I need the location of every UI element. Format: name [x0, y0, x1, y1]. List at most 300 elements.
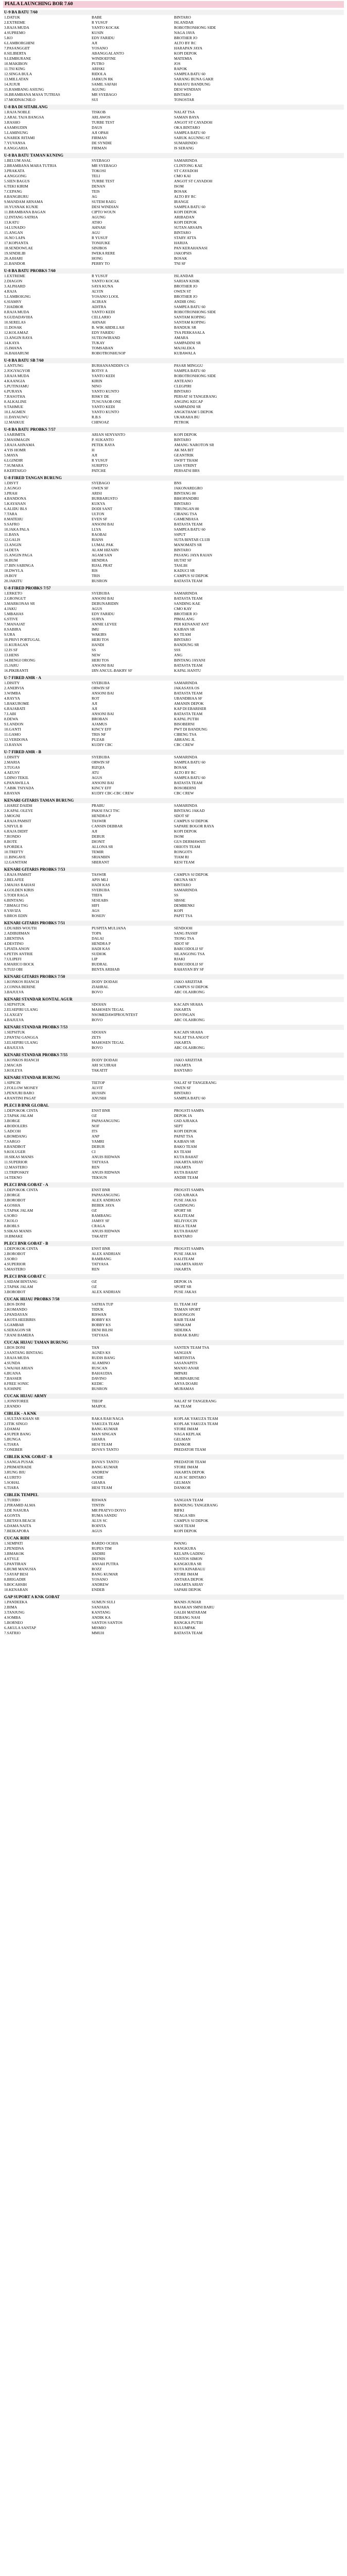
owner-name: SAYA KUNA [92, 284, 114, 289]
result-row [3, 1007, 344, 1012]
team-name: CAMPUS SJ DEPOK [174, 819, 209, 823]
team-name: MANIS JUNIAR [174, 1600, 201, 1604]
result-row [3, 770, 344, 775]
section-heading: PLECI B BNR GLOBAL [3, 1103, 344, 1108]
bird-name: 7.SAYAP BESI [4, 1572, 28, 1577]
result-row [3, 463, 344, 468]
bird-name: 16.BRAMBANA MASA TUTRIAS [4, 92, 60, 97]
result-row [3, 717, 344, 722]
result-row [3, 855, 344, 860]
team-name: BANGKA PUTIH [174, 1620, 203, 1625]
result-row [3, 1523, 344, 1529]
owner-name: DENAN [92, 184, 106, 189]
section-heading: U-8 BA BATU SB 7/60 [3, 358, 344, 363]
result-row [3, 1551, 344, 1556]
bird-name: 13.MILLATAN [4, 77, 29, 81]
owner-name: SINJBOS [92, 246, 107, 250]
bird-name: 5.TODI RAGA [4, 893, 28, 897]
owner-name: SUDIOK [92, 952, 107, 956]
owner-name: ALEX ANDRIAN [92, 1290, 121, 1294]
team-name: SAPARI DEPOK [174, 1587, 201, 1592]
team-name: GAMENBASA [174, 517, 199, 521]
team-name: ISLANDAR [174, 20, 194, 25]
team-name: SAMARINDA [174, 803, 198, 808]
owner-name: R YUSUF [92, 235, 108, 240]
owner-name: TISKOB [92, 110, 106, 114]
team-name: SDOT SF [174, 814, 189, 818]
team-name: JAKARTA [174, 1040, 192, 1045]
owner-name: KUDIY CBC-CBC CREW [92, 791, 134, 795]
bird-name: 3.TANJUNG [4, 1610, 25, 1615]
team-name: IS SERANG [174, 146, 194, 150]
section-heading: U-9 BA BATU 7/60 [3, 10, 344, 15]
owner-name: ANSONI BAI [92, 522, 114, 527]
bird-name: 7.SATRIO [4, 1631, 21, 1635]
owner-name: YANTO KEDI [92, 374, 115, 378]
bird-name: 15.ANGIN PAGA [4, 553, 33, 557]
result-row [3, 87, 344, 92]
bird-name: 6.PANAWILLA [4, 781, 29, 785]
owner-name: JARKUN RK [92, 77, 113, 81]
bird-name: 11.KURAGAN [4, 642, 28, 647]
result-row [3, 1437, 344, 1442]
team-name: SANGIAN [174, 1350, 192, 1355]
team-name: SANTOS SIMON [174, 1556, 203, 1561]
team-name: ANTEANO [174, 379, 193, 383]
bird-name: 10.SERELAS [4, 320, 26, 325]
bird-name: 1.ERKETO [4, 591, 23, 596]
team-name: SPORT SR [174, 1284, 192, 1289]
owner-name: AGU [92, 230, 100, 235]
result-row [3, 732, 344, 737]
owner-name: ARI SCUIRAH [92, 1063, 116, 1067]
result-row [3, 1213, 344, 1218]
result-row [3, 979, 344, 985]
result-row [3, 189, 344, 194]
owner-name: IMU [92, 627, 99, 632]
team-name: JAKARTA [174, 1063, 192, 1067]
owner-name: PERRY TO [92, 261, 110, 266]
bird-name: 4.RAYYA [4, 696, 20, 701]
team-name: RAPOK [174, 66, 187, 71]
team-name: SBSSE [174, 898, 186, 903]
result-row [3, 946, 344, 952]
result-row [3, 346, 344, 351]
team-name: KOPI DEPOK [174, 829, 197, 834]
result-row [3, 330, 344, 335]
result-section [3, 997, 344, 1023]
owner-name: YANTO KUNTO [92, 389, 119, 394]
owner-name: DAVINO [92, 1376, 107, 1381]
owner-name: ATU [92, 770, 99, 775]
owner-name: RISWAN [92, 1498, 107, 1502]
result-row [3, 1615, 344, 1620]
owner-name: TELI [92, 174, 100, 178]
owner-name: AJI OPAH [92, 130, 109, 135]
result-row [3, 1508, 344, 1513]
bird-name: 1.DEPOKOK CINTA [4, 1246, 38, 1251]
result-row [3, 606, 344, 612]
result-row [3, 553, 344, 558]
result-row [3, 1144, 344, 1149]
owner-name: TASWIR [92, 819, 107, 823]
owner-name: PUTRO [92, 61, 105, 66]
section-heading: KENARI STANDAR PROBKS 7/53 [3, 1025, 344, 1030]
bird-name: 9.KOLUGER [4, 1149, 26, 1154]
bird-name: 8.SILIBERTA [4, 51, 26, 56]
result-row [3, 1045, 344, 1050]
bird-name: 4.AEUSY [4, 770, 20, 775]
team-name: KANGKURA SR [174, 1562, 202, 1566]
bird-name: 6.BOMDANG [4, 1134, 27, 1139]
result-row [3, 1587, 344, 1592]
result-row [3, 341, 344, 346]
section-heading: U-7 FIRED AMR - A [3, 675, 344, 681]
result-row [3, 486, 344, 491]
team-name: UKARAHA BU [174, 415, 200, 419]
team-name: BISOBERNI [174, 722, 195, 726]
result-row [3, 130, 344, 135]
result-row [3, 1371, 344, 1376]
bird-name: 7.ONEBER [4, 1447, 23, 1452]
team-name: BATASTA TEAM [174, 579, 203, 583]
team-name: PREDATOR TEAM [174, 1460, 206, 1464]
result-section [3, 1493, 344, 1534]
team-name: TNI SF [174, 261, 186, 266]
owner-name: CIPTO WOUN [92, 210, 116, 214]
owner-name: P. SUKANTO [92, 437, 114, 442]
owner-name: ITS [92, 1129, 98, 1133]
result-row [3, 522, 344, 527]
bird-name: 11.BINGAVE [4, 855, 26, 859]
bird-name: 4.RAJA [4, 289, 17, 294]
result-row [3, 888, 344, 893]
result-row [3, 15, 344, 20]
result-row [3, 1442, 344, 1447]
owner-name: ARISI [92, 491, 102, 496]
team-name: BATASTA TEAM [174, 691, 203, 696]
owner-name: YAMRI [92, 1139, 105, 1144]
team-name: STORE IMAM [174, 1427, 198, 1431]
owner-name: ENDEB [92, 1587, 105, 1592]
bird-name: 7.BMAGI TSG [4, 903, 28, 908]
team-name: KUBAWALA [174, 351, 196, 355]
team-name: JAKARTA ARIAY [174, 1262, 204, 1266]
result-row [3, 1251, 344, 1257]
owner-name: REN [92, 1267, 99, 1272]
team-name: TONOSTAR [174, 97, 195, 102]
owner-name: ABANGGALANTO [92, 51, 124, 56]
result-row [3, 1012, 344, 1018]
section-heading: CUCAK RIDI [3, 1536, 344, 1541]
result-row [3, 97, 344, 103]
team-name: BANTARO [174, 1068, 193, 1073]
owner-name: NINO [92, 384, 101, 388]
result-row [3, 251, 344, 256]
bird-name: 10.TREFTY [4, 850, 24, 854]
bird-name: 1.SEPSITUK [4, 1030, 25, 1035]
bird-name: 11.GAMO [4, 732, 21, 737]
bird-name: 5.BUNGA [4, 1437, 21, 1442]
owner-name: ATHO [92, 220, 102, 225]
result-row [3, 458, 344, 463]
section-heading: KENARI GITARIS PROBKS 7/50 [3, 974, 344, 979]
owner-name: REN [92, 1165, 99, 1170]
team-name: KELAPA GADING [174, 1551, 205, 1556]
owner-name: ANSONI BAI [92, 596, 114, 601]
section-heading: U-8 FIRED TANGAN BURUNG [3, 476, 344, 481]
team-name: KACAIN SRAHA [174, 1030, 203, 1035]
bird-name: 11.DAYAUWU [4, 415, 29, 419]
team-name: SS [174, 893, 179, 897]
owner-name: EDY FARIDU [92, 36, 115, 40]
result-row [3, 1113, 344, 1118]
team-name: KESI TEAM [174, 860, 195, 865]
bird-name: 6.PETIN ANTRIE [4, 952, 33, 956]
bird-name: 10.PRIVI PORTUGAL [4, 637, 41, 642]
result-row [3, 215, 344, 220]
owner-name: B. WIK ABDILLAH [92, 325, 125, 330]
team-name: BINTANG JAYANI [174, 658, 205, 663]
bird-name: 2.TAPAK JALAM [4, 1284, 33, 1289]
result-row [3, 957, 344, 962]
owner-name: YAKUZA TEAM [92, 1421, 119, 1426]
owner-name: TRIS [92, 573, 100, 578]
bird-name: 2.BRAMBANA MARA TUTRIA [4, 163, 57, 168]
team-name: PETROK [174, 420, 189, 425]
owner-name: PATCHE [92, 468, 106, 473]
bird-name: 4.BAJULVA [4, 1018, 24, 1022]
result-row [3, 819, 344, 824]
team-name: PROGSTI SAMPA [174, 1246, 204, 1251]
result-row [3, 617, 344, 622]
result-section [3, 358, 344, 425]
bird-name: 8.ALKALINE [4, 399, 27, 404]
owner-name: SYEBUBA [92, 888, 110, 892]
owner-name: TASWIR [92, 872, 107, 877]
result-row [3, 548, 344, 553]
owner-name: DALAI [92, 936, 104, 941]
owner-name: YANTO KEDI [92, 310, 115, 314]
result-row [3, 568, 344, 573]
team-name: ROBOTRONHONG SIDE [174, 374, 216, 378]
team-name: SILANGONG TSA [174, 952, 205, 956]
owner-name: DESI WINDIAN [92, 205, 119, 209]
team-name: BATASTA TEAM [174, 522, 203, 527]
bird-name: 7.ULIPEFI [4, 957, 22, 961]
bird-name: 8.RAJA MUDA [4, 310, 29, 314]
bird-name: 8.BOTE [4, 839, 18, 844]
result-row [3, 742, 344, 748]
bird-name: 4.JAKU [4, 606, 17, 611]
bird-name: 3.LAXGEY [4, 1012, 23, 1017]
result-row [3, 1631, 344, 1636]
bird-name: 13.ANGIN RAYA [4, 335, 33, 340]
team-name: BINTARO [174, 548, 191, 552]
bird-name: 14.TEKNO [4, 1175, 22, 1180]
bird-name: 9.SAFRO [4, 522, 20, 527]
bird-name: 2.TAPAK JALAM [4, 1113, 33, 1118]
result-row [3, 1290, 344, 1295]
bird-name: 7.CEPANG [4, 189, 22, 194]
owner-name: SYEBAGO [92, 158, 110, 163]
bird-name: 2.BORGE [4, 1193, 21, 1197]
owner-name: ANUIS RIDWAN [92, 1155, 120, 1159]
result-row [3, 686, 344, 691]
team-name: SSS [174, 648, 181, 652]
bird-name: 4.GOSHA [4, 1203, 21, 1208]
team-name: JAKARTA ARIAY [174, 1582, 204, 1587]
owner-name: ARISKI [92, 66, 105, 71]
bird-name: 1.TURBO [4, 1498, 21, 1502]
result-section [3, 974, 344, 995]
owner-name: ORWIN SF [92, 760, 110, 765]
result-row [3, 877, 344, 883]
team-name: CLEGPIRI [174, 384, 192, 388]
bird-name: 20.JAKITU [4, 579, 23, 583]
bird-name: 15.ANGAN [4, 230, 23, 235]
result-row [3, 967, 344, 972]
team-name: ANGOT ST CAYADOH [174, 179, 213, 183]
team-name: BOSAK [174, 765, 187, 770]
result-row [3, 808, 344, 814]
owner-name: TIEOP [92, 1399, 103, 1403]
owner-name: TUSGYAOB ONE [92, 399, 122, 404]
owner-name: ROT [92, 696, 99, 701]
team-name: KOPLAK YAKUZA TEAM [174, 1416, 218, 1421]
bird-name: 4.SUPREMO [4, 30, 26, 35]
bird-name: 5.SOHAL [4, 1480, 20, 1485]
result-row [3, 1208, 344, 1213]
result-row [3, 1035, 344, 1040]
bird-name: 5.ADCOH [4, 1129, 21, 1133]
result-row [3, 893, 344, 898]
bird-name: 10.MAKIBON [4, 61, 28, 66]
result-row [3, 622, 344, 627]
owner-name: HENDRA P [92, 814, 111, 818]
result-row [3, 860, 344, 865]
owner-name: YOSANO [92, 46, 108, 50]
owner-name: DEFNIS [92, 1556, 106, 1561]
team-name: TIRUNGAN 80 [174, 506, 199, 511]
result-row [3, 51, 344, 56]
bird-name: 5.BAKUROME [4, 701, 29, 706]
bird-name: 3.ELSEPIRI ULANG [4, 1040, 38, 1045]
team-name: LISS STRINT [174, 463, 197, 468]
team-name: EL TEAM JAT [174, 1302, 198, 1307]
team-name: BROTHER JO [174, 36, 198, 40]
result-row [3, 1546, 344, 1551]
team-name: NALAT TSA ANGOT [174, 1035, 209, 1040]
team-name: ANGOT ST CAYADOH [174, 120, 213, 125]
bird-name: 10.BMAKE [4, 1234, 23, 1239]
section-heading: CUCAK HIJAU TAMAN BURUNG [3, 1340, 344, 1345]
bird-name: 2.MACAIS [4, 1063, 22, 1067]
result-row [3, 246, 344, 251]
result-row [3, 179, 344, 184]
team-name: KOPLAK YAKUZA TEAM [174, 1421, 218, 1426]
team-name: DANKOR [174, 1485, 191, 1490]
team-name: ANDIR TEAM [174, 1175, 198, 1180]
result-row [3, 299, 344, 304]
owner-name: HENDRA [92, 558, 108, 563]
bird-name: 11.DOSAK [4, 325, 22, 330]
bird-name: 11.BRAMBANA BAGAN [4, 210, 46, 214]
owner-name: TAKATIT [92, 1068, 108, 1073]
owner-name: YANTO KOCAK [92, 279, 119, 283]
owner-name: TAN [92, 1345, 99, 1350]
section-heading: U-8 FIRED PROBKS 7/57 [3, 586, 344, 591]
team-name: AMANIN DEPOK [174, 701, 204, 706]
team-name: ALIS SC BINTARO [174, 1475, 206, 1480]
result-row [3, 448, 344, 453]
bird-name: 1.SARIMITA [4, 432, 26, 437]
owner-name: BANG KUMAR [92, 1427, 118, 1431]
result-row [3, 1002, 344, 1007]
result-row [3, 443, 344, 448]
team-name: SAMPEA BATU 60 [174, 527, 205, 532]
team-name: KUTA BAHAT [174, 1155, 198, 1159]
owner-name: HANDI [92, 642, 105, 647]
bird-name: 5.MASTERO [4, 1267, 26, 1272]
owner-name: MR SYEBAGO [92, 92, 117, 97]
bird-name: 1.DISYT [4, 481, 19, 485]
team-name: ISOM [174, 184, 184, 189]
result-row [3, 379, 344, 384]
result-row [3, 294, 344, 299]
result-row [3, 1040, 344, 1045]
result-row [3, 537, 344, 543]
bird-name: 1.RAJA NOBLE [4, 110, 30, 114]
bird-name: 6.TEKI KIRIM [4, 184, 28, 189]
team-name: SAMPEA BATU 60 [174, 1096, 205, 1100]
bird-name: 1.BOS DONI [4, 1302, 25, 1307]
result-section [3, 1025, 344, 1050]
owner-name: ANSONI BAI [92, 781, 114, 785]
result-row [3, 36, 344, 41]
result-row [3, 261, 344, 266]
owner-name: RUMA SANDU [92, 1513, 117, 1518]
section-heading: CUCAK HIJAU ARMY [3, 1394, 344, 1399]
team-name: ABC OLAHRONG [174, 1045, 205, 1050]
bird-name: 3.PRAKATA [4, 168, 25, 173]
owner-name: TATYASA [92, 1262, 109, 1266]
team-name: BROTHER JO [174, 294, 198, 299]
team-name: KANGKURA [174, 1546, 196, 1551]
result-row [3, 1518, 344, 1523]
owner-name: TINTIN [92, 1503, 105, 1507]
result-row [3, 1475, 344, 1480]
bird-name: 2.MARIA [4, 760, 20, 765]
team-name: KOPI DEPOK [174, 210, 197, 214]
bird-name: 13.KATU [4, 220, 20, 225]
bird-name: 13.TRIPOSKIY [4, 1170, 29, 1175]
owner-name: RISWAN [92, 1312, 107, 1317]
bird-name: 2.FOLLOW MONEY [4, 1086, 39, 1090]
team-name: RAHAYU BANDUNG [174, 82, 211, 87]
team-name: JAKARTA [174, 1165, 192, 1170]
bird-name: 1.EXTREME [4, 274, 26, 278]
owner-name: BOVO [92, 1018, 103, 1022]
bird-name: 8.BOBLS [4, 1224, 20, 1228]
result-section [3, 1182, 344, 1239]
result-row [3, 315, 344, 320]
result-row [3, 696, 344, 701]
bird-name: 4.LURITO [4, 1475, 21, 1480]
bird-name: 3.BOROBOT [4, 1198, 26, 1202]
section-heading: U-7 FIRED AMR - B [3, 750, 344, 755]
owner-name: OCHIE [92, 1475, 103, 1480]
